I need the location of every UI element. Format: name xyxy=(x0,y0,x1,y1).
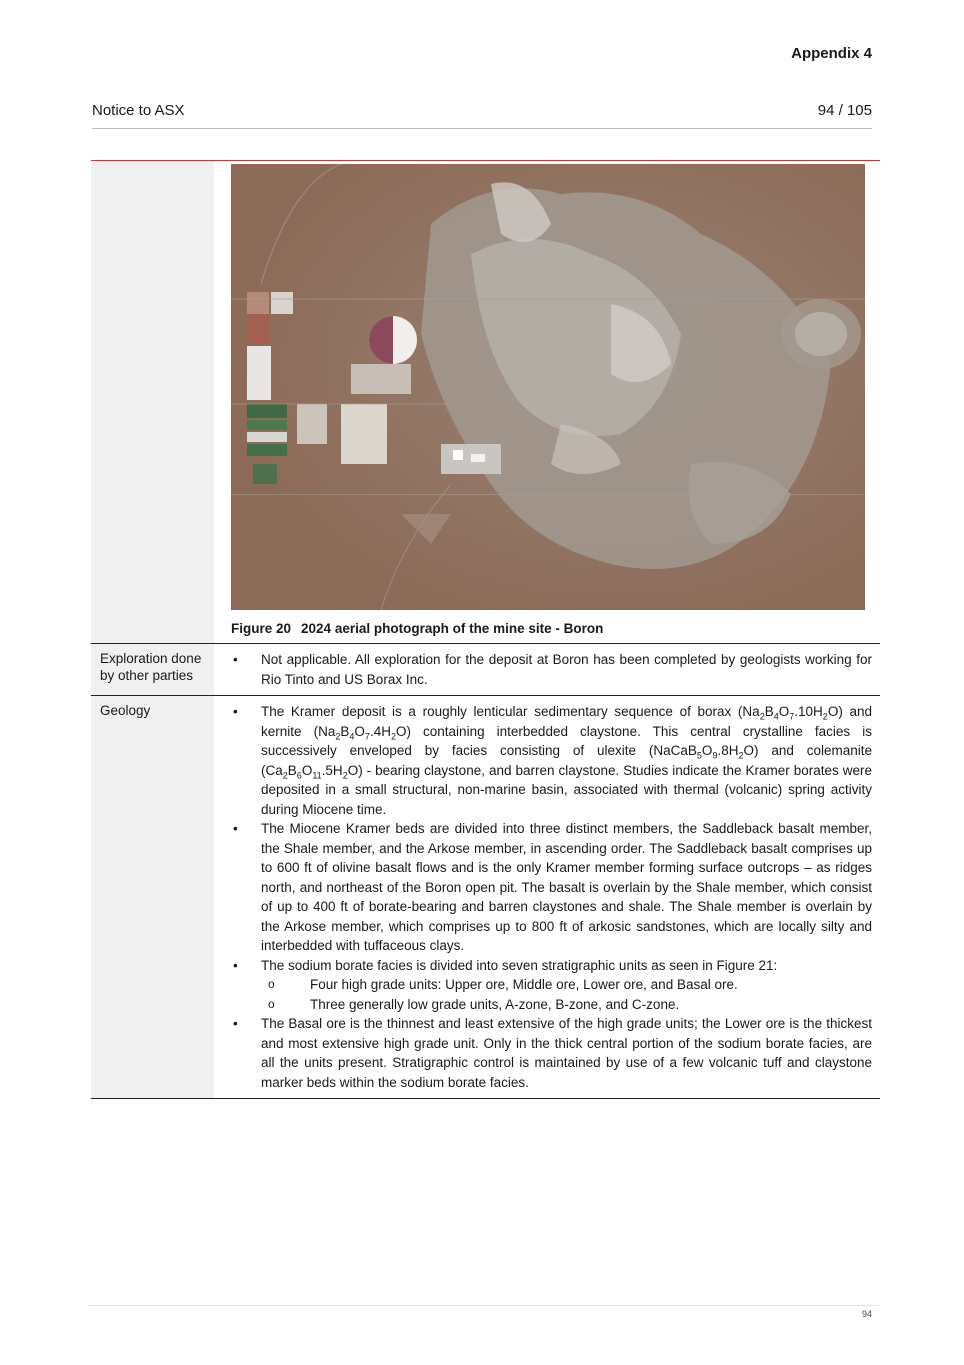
aerial-photo xyxy=(231,164,865,610)
exploration-label: Exploration done by other parties xyxy=(91,644,214,695)
figure-number: Figure 20 xyxy=(231,621,292,636)
list-item: • The sodium borate facies is divided into seven stratigraphic units as seen in Figure 21: o Four high grade units: Upper ore, Middle ore, Lower ore, and Basal ore. o Three generally low grade units, A-zone, B-zone, and C-zone. xyxy=(231,956,872,1015)
geology-row xyxy=(91,696,880,1099)
page-header xyxy=(92,102,872,129)
sub-list-item: o Three generally low grade units, A-zone, B-zone, and C-zone. xyxy=(261,995,872,1015)
geology-content xyxy=(214,696,880,1098)
figure-cell xyxy=(214,161,880,643)
exploration-row xyxy=(91,644,880,696)
info-table xyxy=(91,160,880,1099)
figure-title: 2024 aerial photograph of the mine site - Boron xyxy=(301,621,604,636)
page-counter: 94 / 105 xyxy=(817,102,872,119)
figure-row xyxy=(91,161,880,644)
sub-list-item: o Four high grade units: Upper ore, Middle ore, Lower ore, and Basal ore. xyxy=(261,975,872,995)
list-item: • The Miocene Kramer beds are divided into three distinct members, the Saddleback basalt member, the Shale member, and the Arkose member, in ascending order. The Saddleback basalt comprises up to 600 ft of olivine basalt flows and is the only Kramer member forming surface outcrops – as ridges north, and northeast of the Boron open pit. The basalt is overlain by the Shale member, which consist of up to 400 ft of borate-bearing and barren claystones and shale. The Shale member is overlain by the Arkose member, which comprises up to 800 ft of arkosic sandstones, which are locally silty and interbedded with tuffaceous clays. xyxy=(231,819,872,956)
document-title: Notice to ASX xyxy=(92,102,185,119)
exploration-content xyxy=(214,644,880,695)
list-item: • Not applicable. All exploration for the deposit at Boron has been completed by geologists working for Rio Tinto and US Borax Inc. xyxy=(231,650,872,689)
appendix-label: Appendix 4 xyxy=(791,45,872,62)
figure-caption xyxy=(231,619,872,639)
list-item: • The Kramer deposit is a roughly lenticular sedimentary sequence of borax $(Na_2B_4O_7.10H_2O)$ and kernite $(Na_2B_4O_7.4H_2O)$ containing interbedded claystone. This central crystalline facies is successively enveloped by facies consisting of ulexite $(NaCaB_5O_9.8H_2O)$ and colemanite $(Ca_2B_6O_{11}.5H_2O)$ - bearing claystone, and barren claystone. Studies indicate the Kramer borates were deposited in a small structural, non-marine basin, associated with thermal (volcanic) spring activity during Miocene time. xyxy=(231,702,872,819)
footer-divider xyxy=(88,1305,878,1306)
geology-label: Geology xyxy=(91,696,214,1098)
list-item: • The Basal ore is the thinnest and least extensive of the high grade units; the Lower ore is the thickest and most extensive high grade unit. Only in the thick central portion of the sodium borate facies, are all the units present. Stratigraphic control is maintained by use of a few volcanic tuff and claystone marker beds within the sodium borate facies. xyxy=(231,1014,872,1092)
figure-row-label xyxy=(91,161,214,643)
footer-page-number: 94 xyxy=(861,1309,872,1319)
